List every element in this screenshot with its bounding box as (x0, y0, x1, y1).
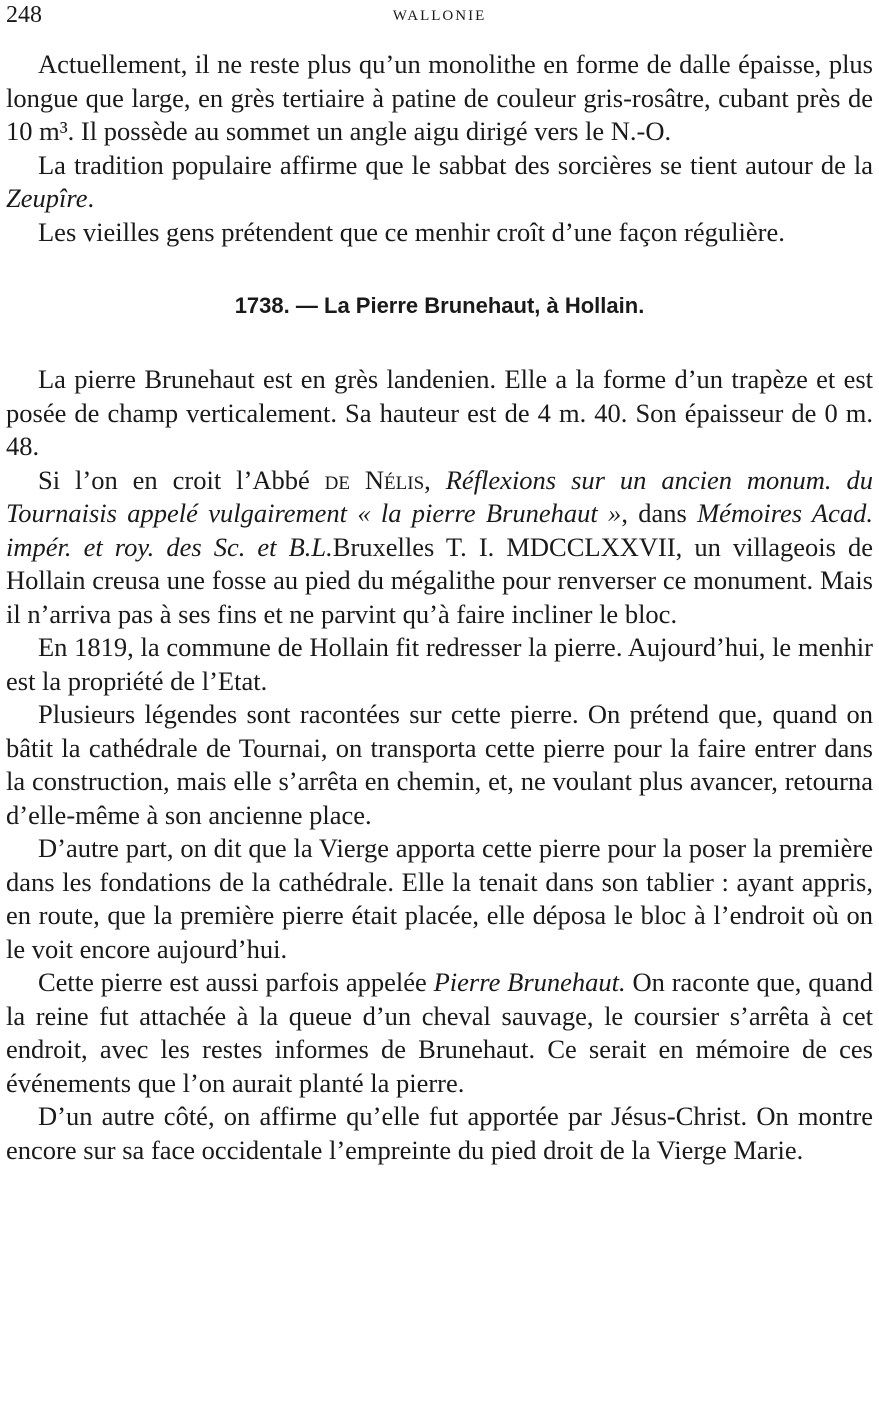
section-dash: — (295, 293, 318, 318)
page-header (0, 2, 879, 30)
paragraph-monolithe: Actuellement, il ne reste plus qu’un monolithe en forme de dalle épaisse, plus longue que large, en grès tertiaire à patine de couleur gris-rosâtre, cubant près de 10 m³. Il possède au sommet un angle aigu dirigé vers le N.-O. (6, 49, 873, 146)
aussi-name: Pierre Brunehaut. (433, 967, 626, 997)
page-number: 248 (6, 2, 42, 28)
paragraph-brunehaut-reine (6, 966, 873, 1100)
sabbat-end: . (87, 183, 95, 213)
citation-journal: Mémoires Acad. impér. et roy. des Sc. et B.L. (6, 498, 873, 562)
citation-work: Réflexions sur un ancien monum. du Tournaisis appelé vulgairement « la pierre Brunehaut » (6, 464, 873, 528)
paragraph-vieilles-gens: Les vieilles gens prétendent que ce menhir croît d’une façon régulière. (38, 216, 785, 247)
sabbat-text: La tradition populaire affirme que le sabbat des sorcières se tient autour de la (38, 149, 873, 180)
citation-intro: Si l’on en croit l’Abbé (38, 464, 325, 495)
aussi-after: On raconte que, quand la reine fut attachée à la queue d’un cheval sauvage, le coursier s’arrêta à cet endroit, avec les restes informes de Brunehaut. Ce serait en mémoire de ces événements que l’on aurait planté la pierre. (6, 967, 873, 1098)
section-title: La Pierre Brunehaut, à Hollain. (324, 293, 645, 318)
paragraph-sabbat (6, 149, 873, 216)
section-heading (6, 291, 873, 321)
citation-comma: , (424, 464, 446, 495)
running-title: WALLONIE (392, 8, 487, 24)
page-body (6, 48, 873, 1167)
paragraph-jesus-christ: D’un autre côté, on affirme qu’elle fut apportée par Jésus-Christ. On montre encore sur sa face occidentale l’empreinte du pied droit de la Vierge Marie. (6, 1101, 873, 1165)
paragraph-landenien: La pierre Brunehaut est en grès landenien. Elle a la forme d’un trapèze et est posée de champ verticalement. Sa hauteur est de 4 m. 40. Son épaisseur de 0 m. 48. (6, 364, 873, 461)
citation-rest: Bruxelles T. I. MDCCLXXVII, un villageois de Hollain creusa une fosse au pied du mégalithe pour renverser ce monument. Mais il n’arriva pas à ses fins et ne parvint qu’à faire incliner le bloc. (6, 531, 874, 629)
citation-author: de Nélis (324, 464, 425, 495)
place-name: Zeupîre (6, 183, 88, 213)
paragraph-citation (6, 464, 873, 632)
paragraph-1819: En 1819, la commune de Hollain fit redresser la pierre. Aujourd’hui, le menhir est la propriété de l’Etat. (6, 632, 873, 696)
paragraph-vierge: D’autre part, on dit que la Vierge apporta cette pierre pour la poser la première dans les fondations de la cathédrale. Elle la tenait dans son tablier : ayant appris, en route, que la première pierre était placée, elle déposa le bloc à l’endroit où on le voit encore aujourd’hui. (6, 833, 873, 964)
section-number: 1738. (234, 293, 290, 318)
paragraph-legendes: Plusieurs légendes sont racontées sur cette pierre. On prétend que, quand on bâtit la cathédrale de Tournai, on transporta cette pierre pour la faire entrer dans la construction, mais elle s’arrêta en chemin, et, ne voulant plus avancer, retourna d’elle-même à son ancienne place. (6, 699, 873, 830)
aussi-before: Cette pierre est aussi parfois appelée (38, 967, 434, 997)
citation-dans: , dans (621, 498, 698, 528)
